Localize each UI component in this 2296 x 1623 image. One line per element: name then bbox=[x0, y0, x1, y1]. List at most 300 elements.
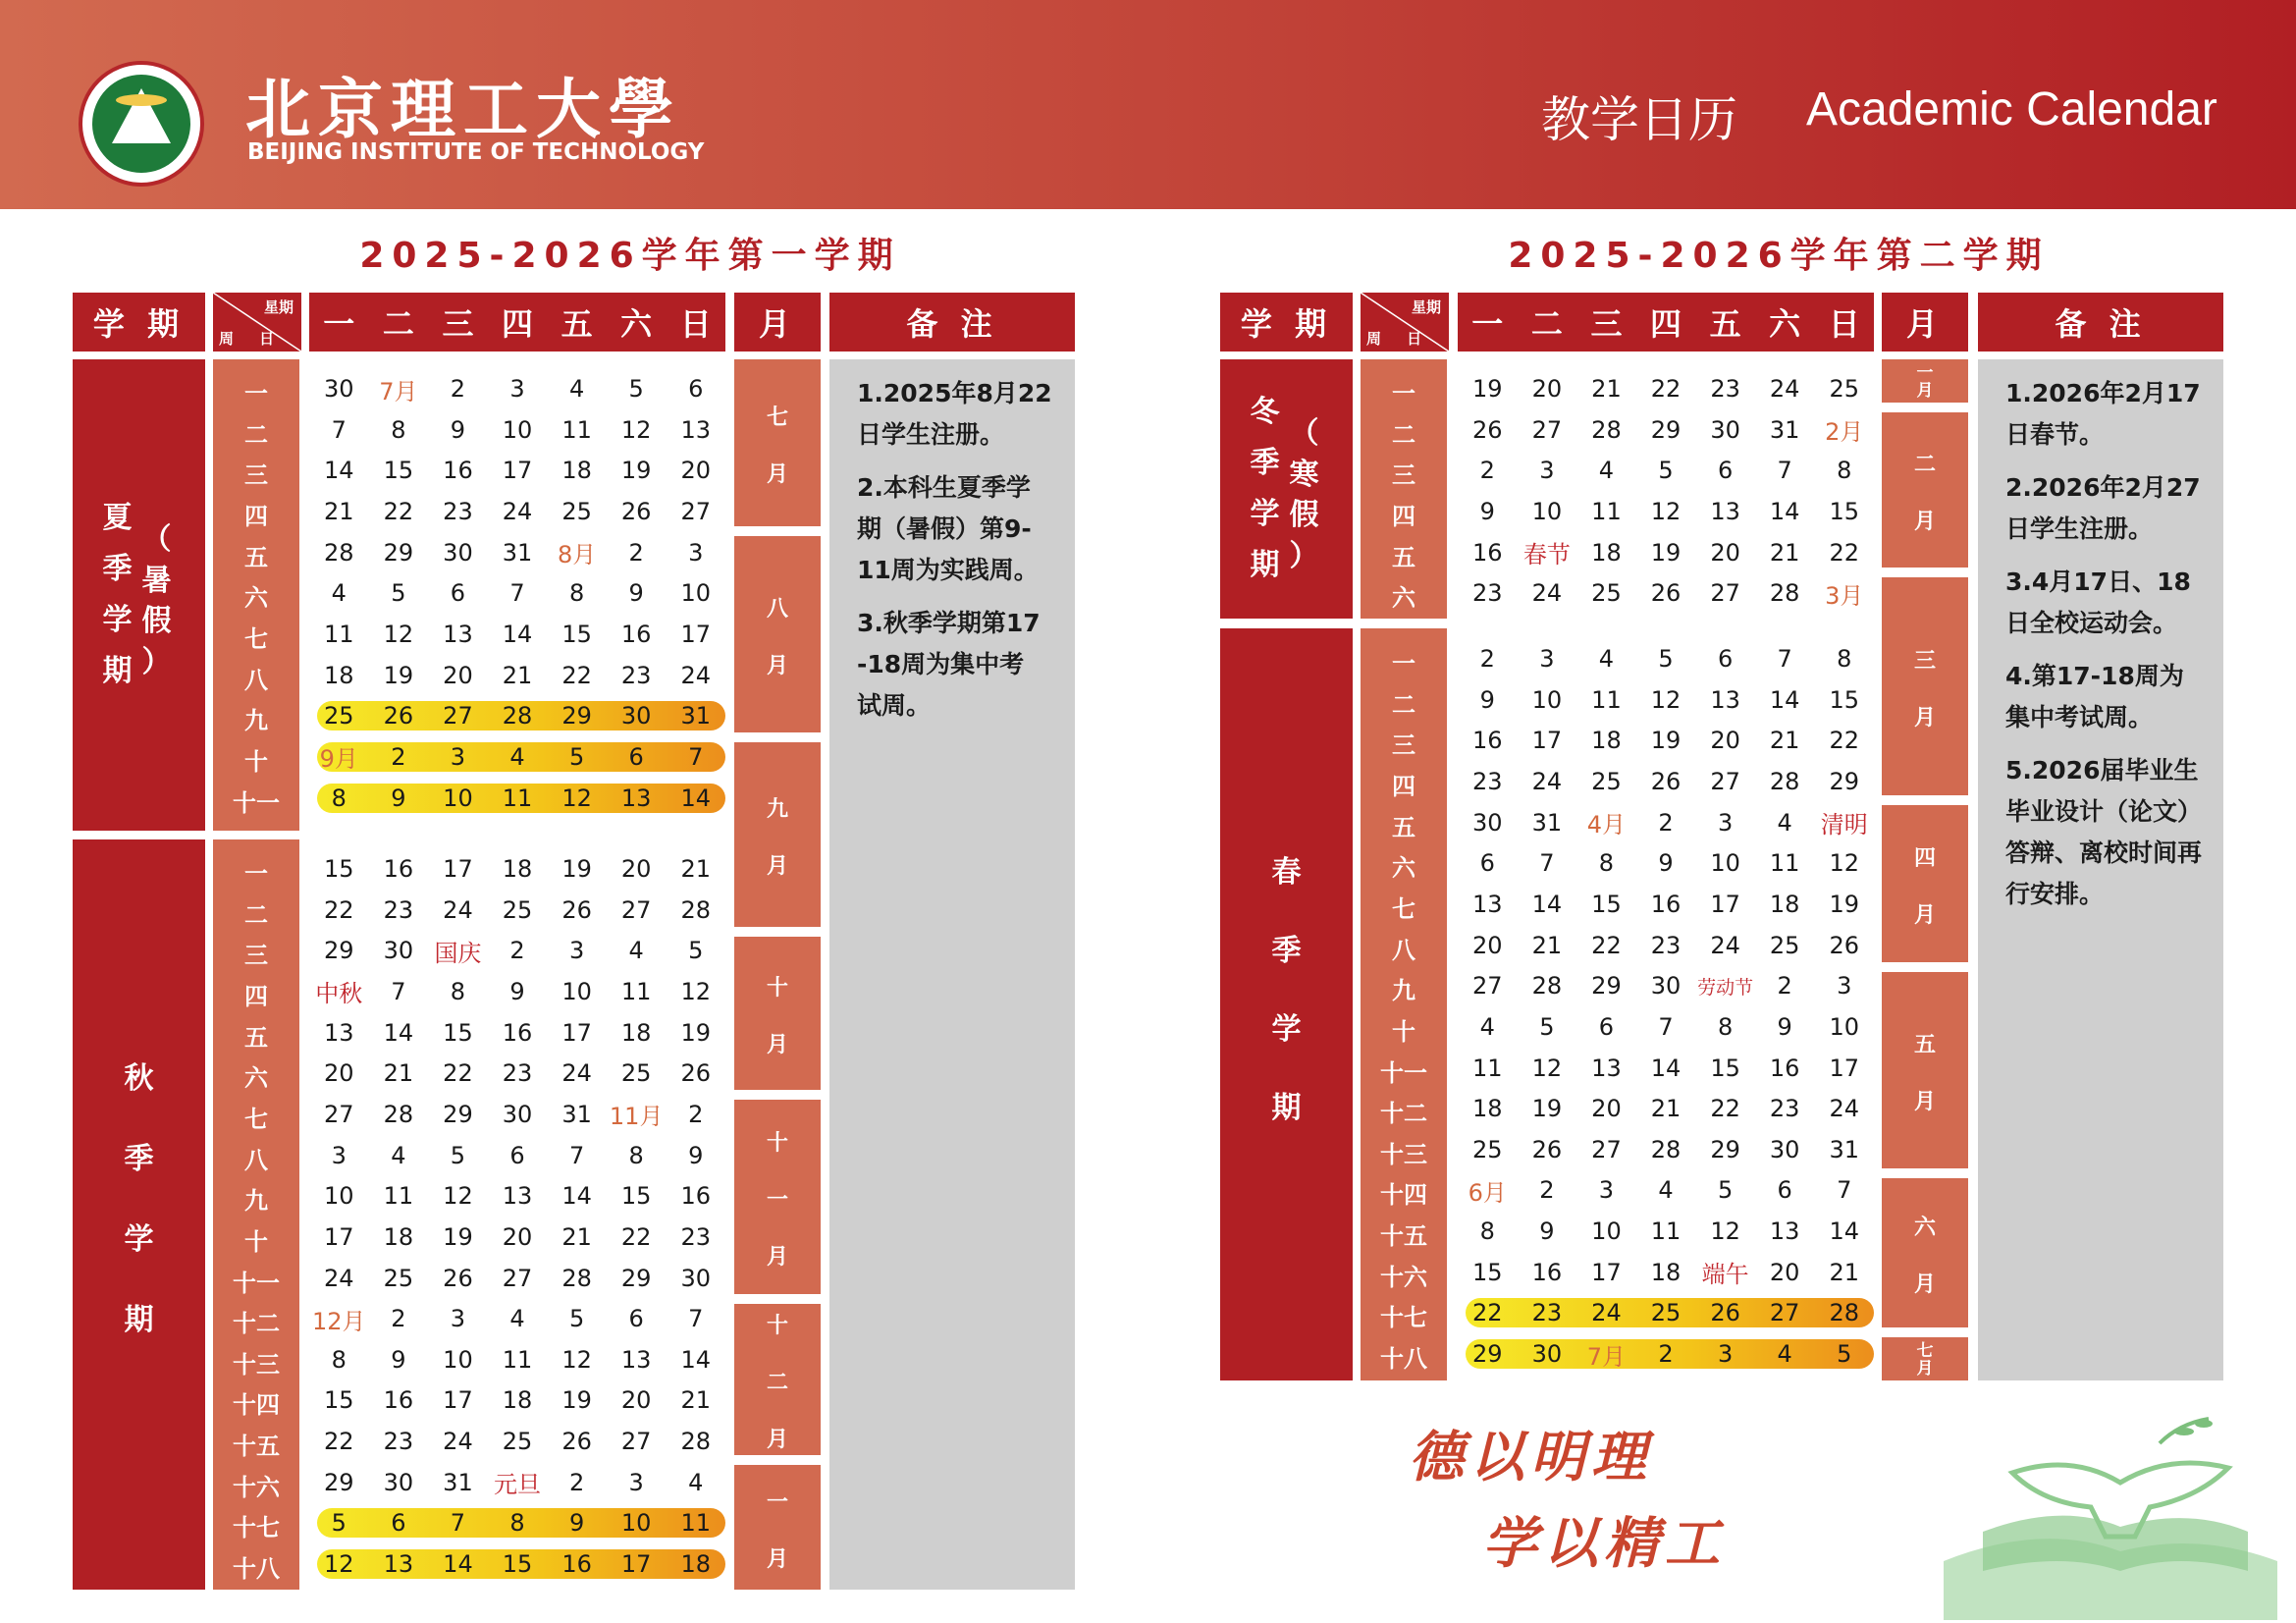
month-label bbox=[1882, 359, 1968, 403]
summer-term-box bbox=[73, 359, 205, 831]
note-line: 2.2026年2月27 bbox=[2005, 473, 2201, 502]
day-cell: 5 bbox=[331, 1509, 347, 1538]
calendar-week-row bbox=[309, 695, 725, 736]
week-number-column bbox=[213, 839, 299, 1590]
month-char: 六 bbox=[1913, 1216, 1936, 1240]
day-cell: 14 bbox=[383, 1018, 414, 1047]
day-cell: 19 bbox=[443, 1222, 473, 1251]
day-cell: 20 bbox=[1769, 1258, 1800, 1286]
weekday-wed: 三 bbox=[1590, 305, 1623, 343]
day-cell: 24 bbox=[502, 497, 533, 525]
day-cell: 8 bbox=[1479, 1217, 1495, 1246]
day-cell: 3 bbox=[1598, 1176, 1615, 1205]
day-cell: 10 bbox=[561, 977, 592, 1005]
day-cell: 8 bbox=[1837, 645, 1852, 673]
day-cell: 14 bbox=[1769, 685, 1800, 714]
day-cell: 25 bbox=[383, 1264, 414, 1292]
week-number: 十一 bbox=[233, 1269, 280, 1297]
note-line: 集中考试周。 bbox=[2005, 703, 2154, 731]
day-cell: 15 bbox=[324, 1386, 354, 1415]
day-cell: 29 bbox=[1829, 767, 1860, 795]
month-char: 七 bbox=[1916, 1341, 1934, 1361]
day-cell: 20 bbox=[324, 1059, 354, 1088]
day-cell: 17 bbox=[502, 457, 533, 485]
day-cell: 9 bbox=[1539, 1217, 1555, 1246]
day-cell: 国庆 bbox=[434, 939, 482, 967]
month-label bbox=[1882, 1178, 1968, 1327]
day-cell: 4 bbox=[1777, 808, 1792, 837]
calendar-week-row bbox=[309, 1175, 725, 1217]
day-cell: 13 bbox=[1769, 1217, 1800, 1246]
day-cell: 6 bbox=[1777, 1176, 1792, 1205]
calendar-week-row bbox=[1458, 1211, 1874, 1252]
day-cell: 11 bbox=[1591, 497, 1622, 525]
month-char: 十 bbox=[766, 1314, 788, 1338]
week-number: 八 bbox=[244, 1146, 268, 1174]
day-cell: 5 bbox=[1837, 1340, 1852, 1369]
term-subtitle-char: 寒 bbox=[1289, 457, 1319, 492]
day-cell: 4月 bbox=[1586, 811, 1627, 839]
calendar-week-row bbox=[309, 655, 725, 696]
calendar-week-row bbox=[1458, 761, 1874, 802]
week-number: 五 bbox=[244, 543, 268, 571]
day-cell: 21 bbox=[680, 1386, 712, 1415]
day-cell: 27 bbox=[1710, 767, 1740, 795]
day-cell: 10 bbox=[1531, 497, 1563, 525]
day-cell: 4 bbox=[331, 579, 347, 608]
day-cell: 20 bbox=[443, 661, 473, 689]
weekday-thu: 四 bbox=[1650, 305, 1682, 343]
day-cell: 7月 bbox=[1586, 1342, 1627, 1371]
day-cell: 8 bbox=[391, 415, 406, 444]
day-cell: 3 bbox=[331, 1141, 347, 1169]
day-cell: 11 bbox=[502, 784, 533, 812]
day-cell: 27 bbox=[324, 1100, 354, 1128]
day-cell: 21 bbox=[1650, 1095, 1682, 1123]
day-cell: 20 bbox=[680, 457, 712, 485]
day-cell: 30 bbox=[1769, 1135, 1800, 1163]
university-seal-logo bbox=[79, 61, 204, 187]
day-cell: 7 bbox=[1777, 457, 1792, 485]
day-cell: 30 bbox=[1650, 972, 1682, 1001]
month-label bbox=[734, 536, 821, 732]
day-cell: 26 bbox=[620, 497, 652, 525]
day-cell: 15 bbox=[502, 1550, 533, 1579]
day-cell: 19 bbox=[561, 1386, 592, 1415]
weekday-sun: 日 bbox=[679, 305, 712, 343]
day-cell: 15 bbox=[561, 620, 592, 648]
sem2-header-weekdays bbox=[1458, 293, 1874, 352]
month-char: 五 bbox=[1913, 1033, 1936, 1057]
day-cell: 18 bbox=[383, 1222, 414, 1251]
day-cell: 23 bbox=[1769, 1095, 1800, 1123]
term-char: 季 bbox=[102, 552, 133, 586]
week-number: 五 bbox=[244, 1023, 268, 1052]
day-cell: 17 bbox=[561, 1018, 592, 1047]
day-cell: 9 bbox=[568, 1509, 585, 1538]
day-cell: 18 bbox=[1591, 538, 1622, 567]
calendar-week-row bbox=[1458, 679, 1874, 721]
calendar-week-row bbox=[1458, 572, 1874, 614]
day-cell: 26 bbox=[561, 895, 592, 924]
day-cell: 17 bbox=[620, 1550, 652, 1579]
day-cell: 11 bbox=[680, 1509, 712, 1538]
day-cell: 11 bbox=[561, 415, 592, 444]
day-cell: 15 bbox=[324, 855, 354, 883]
day-cell: 11 bbox=[1591, 685, 1622, 714]
day-cell: 13 bbox=[383, 1550, 414, 1579]
day-cell: 27 bbox=[620, 1428, 652, 1456]
week-number: 十八 bbox=[233, 1555, 280, 1584]
calendar-week-row bbox=[1458, 802, 1874, 843]
month-char: 四 bbox=[1913, 846, 1936, 871]
calendar-week-row bbox=[309, 409, 725, 451]
day-cell: 6 bbox=[688, 375, 704, 403]
header-weekday-label: 星期 bbox=[1411, 298, 1441, 316]
day-cell: 11 bbox=[1650, 1217, 1682, 1246]
day-cell: 16 bbox=[620, 620, 652, 648]
weekday-sun: 日 bbox=[1828, 305, 1860, 343]
calendar-week-row bbox=[309, 491, 725, 532]
day-cell: 19 bbox=[383, 661, 414, 689]
day-cell: 16 bbox=[1531, 1258, 1563, 1286]
day-cell: 18 bbox=[620, 1018, 652, 1047]
calendar-week-row bbox=[309, 778, 725, 819]
day-cell: 22 bbox=[1650, 375, 1682, 403]
week-number: 四 bbox=[1392, 772, 1415, 800]
week-number: 十四 bbox=[233, 1391, 280, 1420]
day-cell: 18 bbox=[1472, 1095, 1503, 1123]
day-cell: 20 bbox=[1710, 538, 1740, 567]
term-char: 春 bbox=[1271, 855, 1302, 890]
day-cell: 7 bbox=[688, 1305, 704, 1333]
day-cell: 12 bbox=[443, 1182, 473, 1211]
day-cell: 30 bbox=[620, 702, 652, 730]
day-cell: 9 bbox=[391, 1345, 406, 1374]
day-cell: 28 bbox=[1769, 767, 1800, 795]
day-cell: 16 bbox=[383, 855, 414, 883]
day-cell: 元旦 bbox=[494, 1471, 542, 1499]
day-cell: 26 bbox=[1650, 579, 1682, 608]
calendar-week-row bbox=[309, 1217, 725, 1258]
day-cell: 12 bbox=[620, 415, 652, 444]
day-cell: 6 bbox=[1717, 645, 1734, 673]
day-cell: 26 bbox=[383, 702, 414, 730]
day-cell: 25 bbox=[620, 1059, 652, 1088]
week-number: 六 bbox=[244, 1064, 268, 1093]
day-cell: 24 bbox=[1769, 375, 1800, 403]
day-cell: 13 bbox=[620, 784, 652, 812]
note-line: 答辩、离校时间再 bbox=[2005, 839, 2203, 867]
month-char: 七 bbox=[766, 406, 788, 430]
day-cell: 清明 bbox=[1820, 811, 1868, 839]
day-cell: 9 bbox=[391, 784, 406, 812]
note-line: 日学生注册。 bbox=[2005, 514, 2154, 543]
day-cell: 21 bbox=[561, 1222, 592, 1251]
day-cell: 29 bbox=[1710, 1135, 1740, 1163]
day-cell: 24 bbox=[1531, 767, 1563, 795]
day-cell: 4 bbox=[688, 1468, 704, 1496]
seal-bird-icon bbox=[116, 94, 167, 106]
day-cell: 24 bbox=[1710, 931, 1740, 959]
term-char: 学 bbox=[1250, 497, 1280, 531]
day-cell: 17 bbox=[1591, 1258, 1622, 1286]
day-cell: 9 bbox=[628, 579, 644, 608]
calendar-week-row bbox=[309, 736, 725, 778]
sem1-header-weekdays bbox=[309, 293, 725, 352]
week-number: 二 bbox=[244, 420, 268, 449]
day-cell: 23 bbox=[383, 1428, 414, 1456]
day-cell: 6 bbox=[1717, 457, 1734, 485]
day-cell: 2 bbox=[1777, 972, 1792, 1001]
calendar-week-row bbox=[1458, 409, 1874, 451]
month-label bbox=[1882, 805, 1968, 962]
calendar-week-row bbox=[1458, 638, 1874, 679]
week-number: 十三 bbox=[233, 1350, 280, 1379]
day-cell: 5 bbox=[628, 375, 644, 403]
day-cell: 3 bbox=[1539, 645, 1555, 673]
week-number: 七 bbox=[1392, 894, 1415, 923]
calendar-title-en: Academic Calendar bbox=[1806, 83, 2217, 135]
day-cell: 26 bbox=[1710, 1299, 1740, 1327]
day-cell: 14 bbox=[1531, 890, 1563, 918]
day-cell: 23 bbox=[1710, 375, 1740, 403]
day-cell: 10 bbox=[1531, 685, 1563, 714]
day-cell: 10 bbox=[620, 1509, 652, 1538]
day-cell: 16 bbox=[1650, 890, 1682, 918]
day-cell: 22 bbox=[620, 1222, 652, 1251]
note-line: 期（暑假）第9- bbox=[857, 514, 1032, 543]
day-cell: 21 bbox=[383, 1059, 414, 1088]
week-number: 二 bbox=[244, 900, 268, 929]
day-cell: 26 bbox=[1650, 767, 1682, 795]
term-char: 期 bbox=[1250, 548, 1280, 582]
day-cell: 25 bbox=[1472, 1135, 1503, 1163]
day-cell: 11月 bbox=[609, 1103, 664, 1131]
day-cell: 19 bbox=[561, 855, 592, 883]
day-cell: 14 bbox=[1769, 497, 1800, 525]
calendar-week-row bbox=[1458, 965, 1874, 1006]
day-cell: 18 bbox=[324, 661, 354, 689]
week-number: 十三 bbox=[1380, 1140, 1427, 1168]
day-cell: 28 bbox=[1650, 1135, 1682, 1163]
day-cell: 23 bbox=[443, 497, 473, 525]
term-char: 季 bbox=[1271, 934, 1302, 968]
calendar-week-row bbox=[309, 1094, 725, 1135]
day-cell: 2 bbox=[450, 375, 466, 403]
day-cell: 27 bbox=[1710, 579, 1740, 608]
day-cell: 20 bbox=[1531, 375, 1563, 403]
weekday-wed: 三 bbox=[442, 305, 474, 343]
day-cell: 24 bbox=[680, 661, 712, 689]
calendar-week-row bbox=[309, 1012, 725, 1054]
day-cell: 26 bbox=[1472, 415, 1503, 444]
term-char: 学 bbox=[124, 1222, 154, 1257]
day-cell: 11 bbox=[383, 1182, 414, 1211]
calendar-week-row bbox=[309, 532, 725, 573]
term-char: 冬 bbox=[1250, 395, 1280, 429]
week-number: 六 bbox=[1392, 854, 1415, 883]
month-label bbox=[734, 359, 821, 526]
day-cell: 4 bbox=[628, 937, 644, 965]
day-cell: 2 bbox=[628, 538, 644, 567]
note-line: 4.第17-18周为 bbox=[2005, 662, 2184, 690]
day-cell: 4 bbox=[568, 375, 585, 403]
calendar-week-row bbox=[309, 1053, 725, 1094]
day-cell: 23 bbox=[502, 1059, 533, 1088]
day-cell: 3 bbox=[1539, 457, 1555, 485]
day-cell: 22 bbox=[1591, 931, 1622, 959]
term-subtitle-char: （ bbox=[1289, 416, 1319, 451]
day-cell: 21 bbox=[680, 855, 712, 883]
day-cell: 16 bbox=[680, 1182, 712, 1211]
day-cell: 25 bbox=[1769, 931, 1800, 959]
day-cell: 15 bbox=[1829, 685, 1860, 714]
winter-term-box bbox=[1220, 359, 1353, 619]
day-cell: 22 bbox=[324, 1428, 354, 1456]
note-line: 11周为实践周。 bbox=[857, 556, 1039, 584]
week-number: 五 bbox=[1392, 813, 1415, 841]
week-number: 三 bbox=[244, 942, 268, 970]
day-cell: 12 bbox=[324, 1550, 354, 1579]
day-cell: 30 bbox=[502, 1100, 533, 1128]
day-cell: 29 bbox=[443, 1100, 473, 1128]
day-cell: 4 bbox=[1479, 1012, 1495, 1041]
note-line: 1.2026年2月17 bbox=[2005, 379, 2201, 407]
day-cell: 9月 bbox=[319, 745, 358, 774]
note-line: 3.秋季学期第17 bbox=[857, 609, 1041, 637]
calendar-week-row bbox=[1458, 1006, 1874, 1048]
day-cell: 15 bbox=[1710, 1054, 1740, 1082]
day-cell: 19 bbox=[1650, 538, 1682, 567]
day-cell: 13 bbox=[620, 1345, 652, 1374]
month-char: 月 bbox=[766, 1428, 788, 1452]
day-cell: 11 bbox=[1472, 1054, 1503, 1082]
day-cell: 16 bbox=[1769, 1054, 1800, 1082]
day-cell: 12 bbox=[383, 620, 414, 648]
day-cell: 13 bbox=[1591, 1054, 1622, 1082]
month-char: 二 bbox=[1913, 453, 1936, 477]
day-cell: 31 bbox=[1829, 1135, 1860, 1163]
day-cell: 中秋 bbox=[315, 980, 363, 1008]
day-cell: 劳动节 bbox=[1697, 976, 1754, 999]
day-cell: 26 bbox=[1531, 1135, 1563, 1163]
day-cell: 10 bbox=[1591, 1217, 1622, 1246]
term-subtitle-char: 暑 bbox=[141, 563, 172, 598]
day-cell: 5 bbox=[568, 1305, 585, 1333]
calendar-week-row bbox=[1458, 1333, 1874, 1375]
term-subtitle-char: 假 bbox=[141, 604, 172, 639]
day-cell: 28 bbox=[324, 538, 354, 567]
month-char: 月 bbox=[766, 854, 788, 879]
note-line: 行安排。 bbox=[2005, 880, 2105, 908]
calendar-week-row bbox=[309, 1135, 725, 1176]
calendar-week-row bbox=[1458, 368, 1874, 409]
day-cell: 2 bbox=[1539, 1176, 1555, 1205]
day-cell: 28 bbox=[1769, 579, 1800, 608]
day-cell: 3 bbox=[688, 538, 704, 567]
weekday-thu: 四 bbox=[502, 305, 534, 343]
calendar-week-row bbox=[1458, 1169, 1874, 1211]
day-cell: 21 bbox=[324, 497, 354, 525]
day-cell: 15 bbox=[1472, 1258, 1503, 1286]
note-line: 毕业设计（论文） bbox=[2005, 797, 2203, 826]
day-cell: 28 bbox=[680, 1428, 712, 1456]
sem1-header-notes: 备 注 bbox=[829, 293, 1075, 352]
day-cell: 14 bbox=[1650, 1054, 1682, 1082]
day-cell: 3 bbox=[450, 1305, 466, 1333]
day-cell: 21 bbox=[1769, 727, 1800, 755]
day-cell: 22 bbox=[1829, 538, 1860, 567]
day-cell: 18 bbox=[561, 457, 592, 485]
sem2-header-month: 月 bbox=[1882, 293, 1968, 352]
motto-line2: 学以精工 bbox=[1482, 1511, 1726, 1576]
day-cell: 7 bbox=[1837, 1176, 1852, 1205]
day-cell: 16 bbox=[383, 1386, 414, 1415]
term-subtitle-char: ） bbox=[1289, 538, 1319, 573]
day-cell: 19 bbox=[1829, 890, 1860, 918]
week-number: 十七 bbox=[233, 1514, 280, 1542]
week-number: 一 bbox=[244, 860, 268, 888]
day-cell: 18 bbox=[502, 855, 533, 883]
month-char: 月 bbox=[1913, 510, 1936, 534]
day-cell: 30 bbox=[383, 1468, 414, 1496]
calendar-week-row bbox=[309, 1502, 725, 1543]
day-cell: 11 bbox=[502, 1345, 533, 1374]
month-char: 一 bbox=[1916, 363, 1934, 383]
week-number: 一 bbox=[1392, 380, 1415, 407]
month-char: 二 bbox=[766, 1371, 788, 1395]
day-cell: 29 bbox=[324, 937, 354, 965]
day-cell: 29 bbox=[561, 702, 592, 730]
day-cell: 6月 bbox=[1468, 1178, 1507, 1207]
week-number: 七 bbox=[244, 1105, 268, 1133]
month-char: 月 bbox=[766, 1245, 788, 1270]
day-cell: 27 bbox=[1531, 415, 1563, 444]
day-cell: 25 bbox=[324, 702, 354, 730]
note-line: 试周。 bbox=[857, 691, 932, 720]
term-char: 学 bbox=[102, 603, 133, 637]
day-cell: 17 bbox=[680, 620, 712, 648]
day-cell: 25 bbox=[1650, 1299, 1682, 1327]
day-cell: 23 bbox=[680, 1222, 712, 1251]
calendar-week-row bbox=[1458, 491, 1874, 532]
day-cell: 20 bbox=[620, 855, 652, 883]
calendar-week-row bbox=[309, 848, 725, 890]
day-cell: 30 bbox=[324, 375, 354, 403]
day-cell: 13 bbox=[680, 415, 712, 444]
day-cell: 18 bbox=[680, 1550, 712, 1579]
day-cell: 29 bbox=[1472, 1340, 1503, 1369]
day-cell: 2 bbox=[568, 1468, 585, 1496]
day-cell: 10 bbox=[1829, 1012, 1860, 1041]
day-cell: 27 bbox=[680, 497, 712, 525]
calendar-week-row bbox=[309, 1421, 725, 1462]
header-week-label: 周 日 bbox=[1366, 330, 1422, 348]
day-cell: 15 bbox=[1591, 890, 1622, 918]
day-cell: 4 bbox=[391, 1141, 406, 1169]
sem2-header-notes: 备 注 bbox=[1978, 293, 2223, 352]
day-cell: 24 bbox=[1591, 1299, 1622, 1327]
day-cell: 6 bbox=[391, 1509, 406, 1538]
day-cell: 2 bbox=[391, 1305, 406, 1333]
spring-term-box bbox=[1220, 628, 1353, 1380]
week-number: 五 bbox=[1392, 543, 1415, 571]
day-cell: 9 bbox=[1777, 1012, 1792, 1041]
week-number: 十二 bbox=[1380, 1100, 1427, 1128]
month-char: 月 bbox=[1913, 903, 1936, 928]
day-cell: 14 bbox=[502, 620, 533, 648]
